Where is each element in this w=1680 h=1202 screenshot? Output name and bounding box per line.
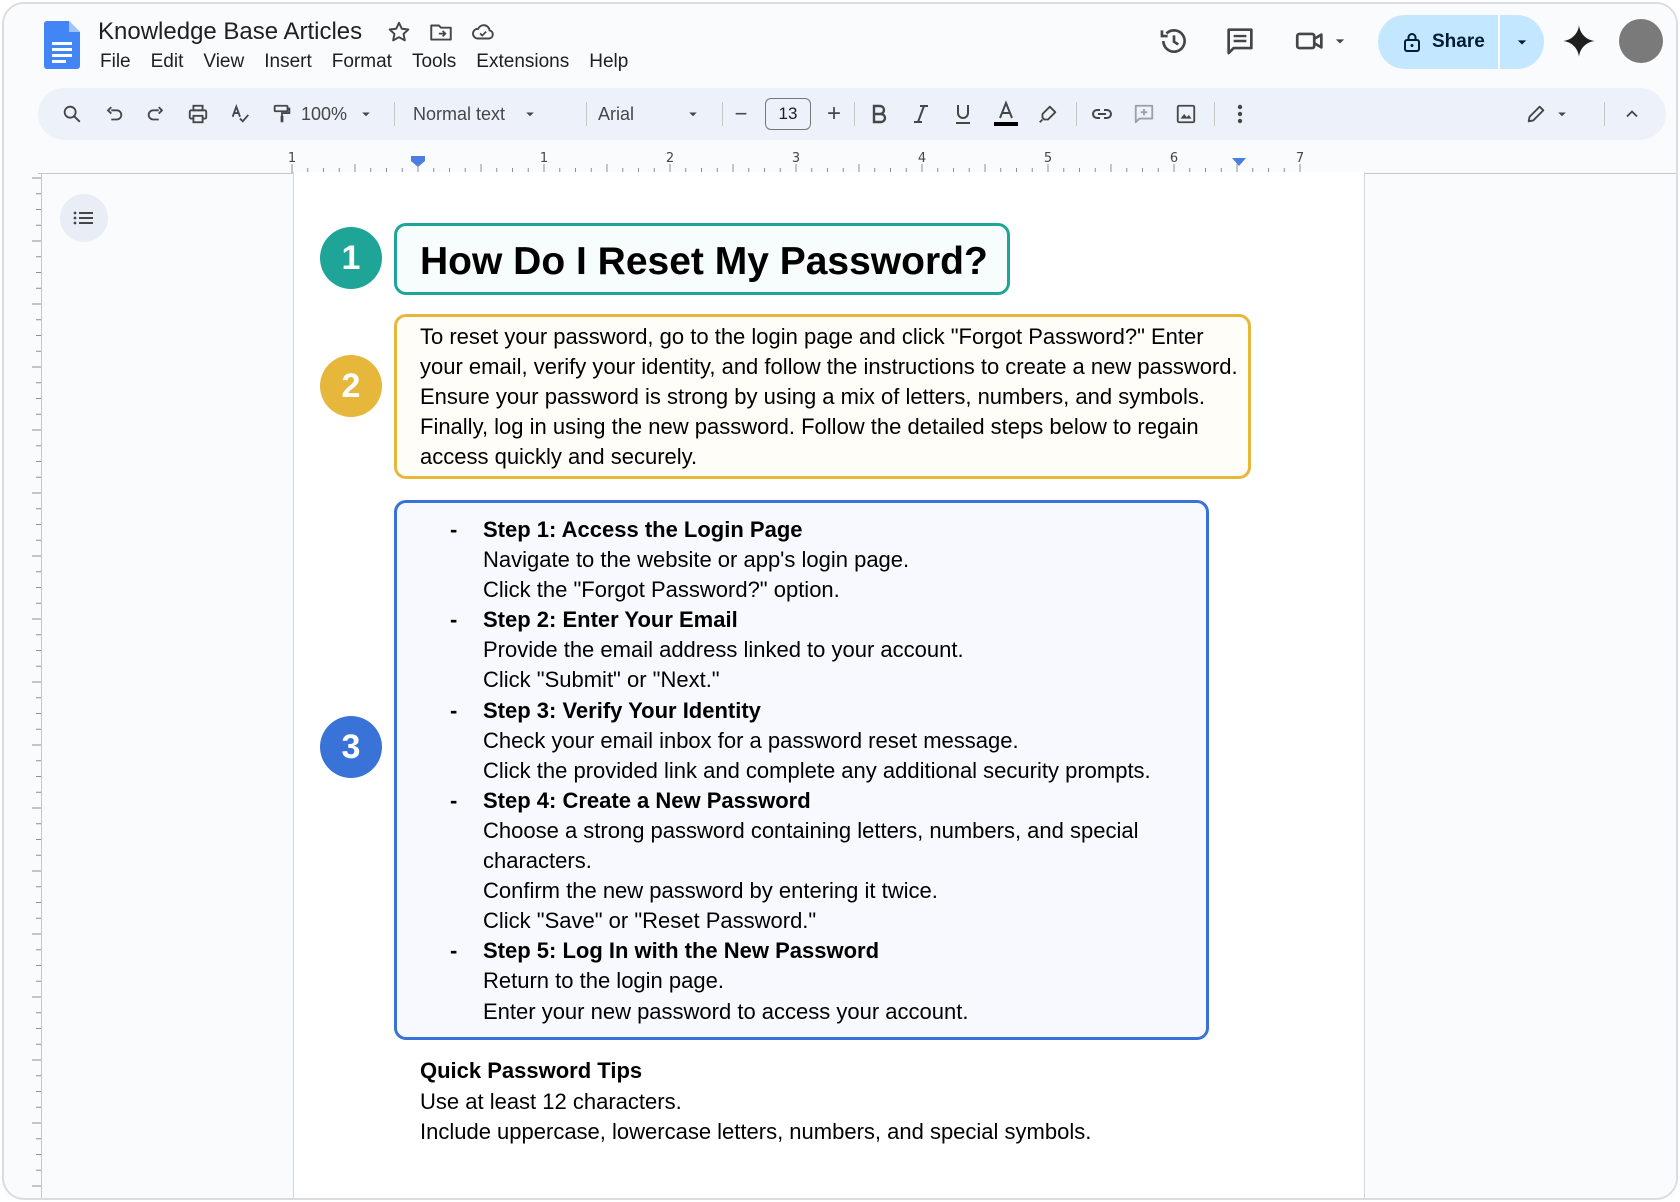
list-item[interactable] [450,786,1190,936]
docs-logo-icon[interactable] [44,21,80,69]
paragraph-style-select[interactable] [402,88,550,140]
menu-bar [90,51,638,73]
ruler-mark: 2 [665,151,675,166]
paragraph-style-value: Normal text [412,103,506,124]
lock-icon [1402,31,1422,53]
step-title: Step 4: Create a New Password [483,787,811,813]
step-line: Click the provided link and complete any additional security prompts. [483,757,1151,783]
ruler-mark: 1 [539,151,549,166]
italic-icon [912,104,930,124]
tips-line: Include uppercase, lowercase letters, numbers, and special symbols. [420,1119,1092,1144]
toolbar-divider [1076,102,1077,126]
article-heading[interactable]: How Do I Reset My Password? [420,240,988,283]
hide-menus-button[interactable] [1616,88,1648,140]
editing-mode-icon [1525,103,1547,125]
editing-mode-select[interactable] [1522,88,1574,140]
text-color-icon [993,100,1019,128]
search-icon [61,103,83,125]
redo-icon [145,103,167,125]
text-color-button[interactable] [990,88,1022,140]
ruler-mark: 3 [791,151,801,166]
formatting-toolbar [38,88,1666,140]
font-value: Arial [598,103,635,124]
undo-icon [103,103,125,125]
menu-format[interactable]: Format [331,51,392,72]
share-label: Share [1432,31,1485,52]
vertical-ruler[interactable] [18,174,42,1200]
paint-format-icon [271,103,293,125]
menu-file[interactable]: File [100,51,131,72]
step-line: Click the "Forgot Password?" option. [483,577,840,603]
underline-icon [953,103,973,125]
list-bullet: - [450,787,458,813]
step-badge-3: 3 [320,716,382,778]
step-line: Provide the email address linked to your account. [483,637,964,663]
insert-image-icon [1175,103,1197,125]
redo-button[interactable] [140,88,172,140]
list-bullet: - [450,697,458,723]
move-folder-icon[interactable] [428,19,454,45]
toolbar-divider [854,102,855,126]
comments-icon[interactable] [1223,24,1257,58]
toolbar-divider [1214,102,1215,126]
password-tips[interactable] [420,1056,1091,1148]
list-bullet: - [450,607,458,633]
ruler-mark: 7 [1295,151,1305,166]
ruler-mark: 1 [287,151,297,166]
step-badge-2: 2 [320,355,382,417]
right-indent-marker[interactable] [1232,158,1246,166]
highlight-icon [1037,103,1059,125]
undo-button[interactable] [98,88,130,140]
list-item[interactable] [450,696,1190,786]
menu-extensions[interactable]: Extensions [476,51,570,72]
menu-insert[interactable]: Insert [264,51,312,72]
chevron-down-icon [357,105,375,123]
menu-edit[interactable]: Edit [150,51,184,72]
list-item[interactable] [450,605,1190,695]
font-select[interactable] [598,88,716,140]
step-title: Step 2: Enter Your Email [483,607,738,633]
step-line: Return to the login page. [483,968,724,994]
underline-button[interactable] [948,88,978,140]
add-comment-icon [1133,103,1155,125]
chevron-down-icon [1512,32,1532,52]
outline-list-icon [73,209,95,227]
print-icon [187,103,209,125]
document-title[interactable]: Knowledge Base Articles [98,18,363,45]
share-button[interactable] [1378,15,1544,69]
star-icon[interactable] [386,19,412,45]
ruler-mark: 4 [917,151,927,166]
share-main[interactable] [1378,15,1498,69]
video-dropdown-icon[interactable] [1330,31,1350,51]
step-line: Navigate to the website or app's login page. [483,547,910,573]
toolbar-divider [722,102,723,126]
italic-button[interactable] [906,88,936,140]
step-title: Step 3: Verify Your Identity [483,697,761,723]
menu-tools[interactable]: Tools [411,51,457,72]
bold-button[interactable] [864,88,894,140]
share-dropdown[interactable] [1500,15,1544,69]
list-bullet: - [450,938,458,964]
video-call-icon[interactable] [1293,24,1327,58]
ruler-mark: 5 [1043,151,1053,166]
intro-paragraph[interactable]: To reset your password, go to the login page and click "Forgot Password?" Enter your email, verify your identity, and follow the instructions to create a new password. Ensure your password is strong by using a mix of letters, numbers, and symbols. Finally, log in using the new password. Follow the detailed steps below to regain access quickly and securely. [420,324,1238,469]
insert-image-button[interactable] [1170,88,1202,140]
header-bar [4,4,1676,88]
more-options-button[interactable] [1224,88,1256,140]
step-title: Step 5: Log In with the New Password [483,938,880,964]
spellcheck-icon [229,103,251,125]
list-item[interactable] [450,936,1190,1026]
zoom-select[interactable] [292,88,384,140]
highlight-color-button[interactable] [1032,88,1064,140]
spellcheck-button[interactable] [224,88,256,140]
horizontal-ruler[interactable] [38,150,1678,174]
toolbar-divider [1604,102,1605,126]
chevron-down-icon [1553,105,1571,123]
menu-help[interactable]: Help [589,51,629,72]
step-line: Choose a strong password containing letters, numbers, and special characters. [483,817,1139,874]
list-item[interactable] [450,515,1190,605]
print-button[interactable] [182,88,214,140]
step-line: Confirm the new password by entering it twice. [483,878,938,904]
increase-font-size-button[interactable]: + [826,100,841,127]
add-comment-button[interactable] [1128,88,1160,140]
steps-list [450,515,1190,1027]
step-line: Click "Submit" or "Next." [483,667,720,693]
insert-link-button[interactable] [1086,88,1118,140]
tips-title: Quick Password Tips [420,1058,643,1083]
decrease-font-size-button[interactable]: − [734,101,748,126]
app-window [2,2,1678,1200]
step-line: Check your email inbox for a password reset message. [483,727,1019,753]
version-history-icon[interactable] [1157,24,1191,58]
link-icon [1090,102,1114,126]
step-title: Step 1: Access the Login Page [483,517,803,542]
zoom-value: 100% [300,103,348,124]
chevron-down-icon [684,105,702,123]
list-bullet: - [450,517,458,542]
more-vert-icon [1237,104,1243,124]
font-size-input[interactable]: 13 [765,98,811,130]
gemini-sparkle-icon[interactable] [1561,23,1597,59]
tips-line: Use at least 12 characters. [420,1088,682,1114]
step-line: Click "Save" or "Reset Password." [483,908,817,934]
toolbar-divider [586,102,587,126]
collapse-icon [1622,104,1642,124]
avatar[interactable] [1619,19,1663,63]
ruler-mark: 6 [1169,151,1179,166]
toolbar-divider [394,102,395,126]
menu-view[interactable]: View [203,51,245,72]
bold-icon [870,104,888,124]
chevron-down-icon [521,105,539,123]
document-outline-button[interactable] [60,194,108,242]
search-menus-button[interactable] [56,88,88,140]
step-line: Enter your new password to access your account. [483,998,969,1024]
step-badge-1: 1 [320,227,382,289]
cloud-saved-icon[interactable] [470,19,496,45]
